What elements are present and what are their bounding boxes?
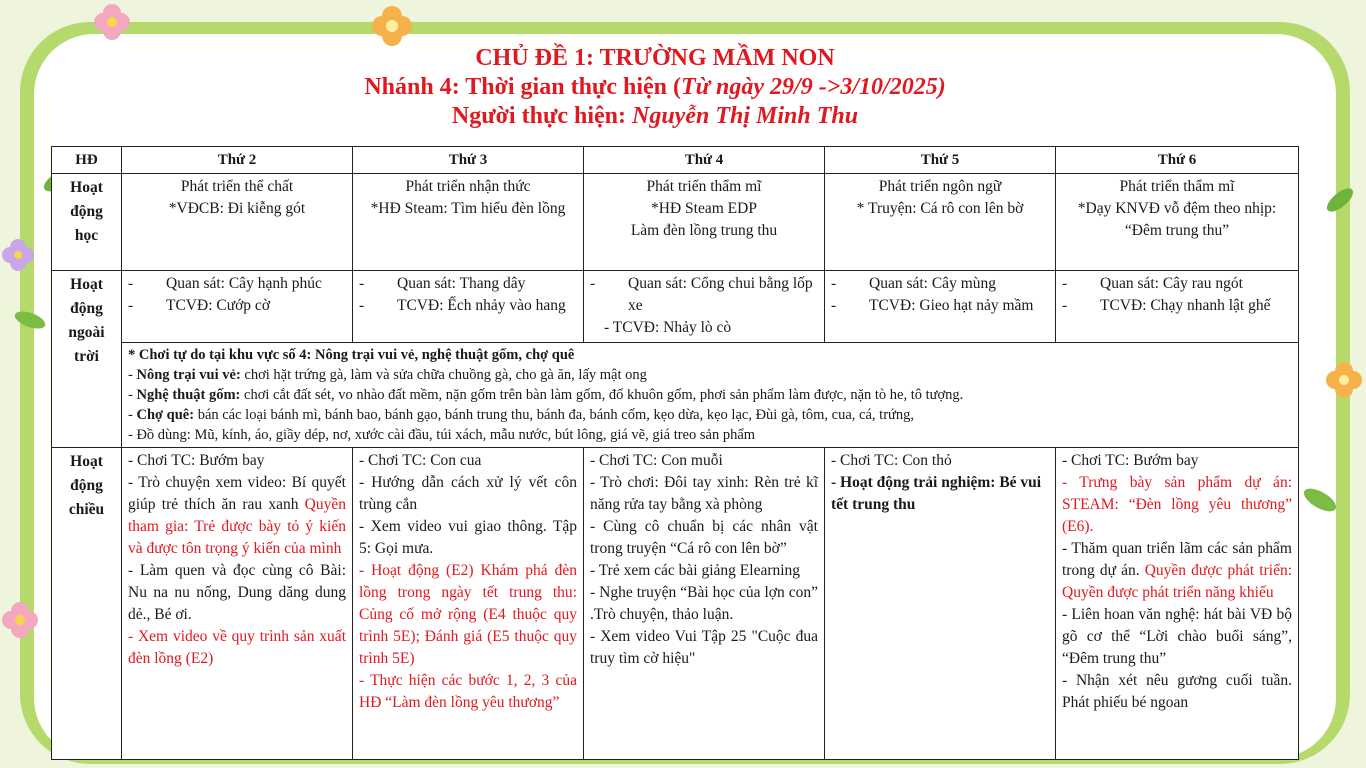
row-label: Hoạt động ngoài trời xyxy=(52,271,122,448)
row-label: Hoạt động chiều xyxy=(52,448,122,760)
column-header: Thứ 4 xyxy=(584,147,825,174)
table-cell: Phát triển nhận thức *HĐ Steam: Tìm hiểu đèn lồng xyxy=(353,174,584,271)
free-play-cell xyxy=(122,343,1299,448)
branch-title: Nhánh 4: Thời gian thực hiện (Từ ngày 29/9 ->3/10/2025) xyxy=(364,74,946,100)
table-cell: - Chơi TC: Bướm bay - Trò chuyện xem video: Bí quyết giúp trẻ thích ăn rau xanh Quyền tham gia: Trẻ được bày tỏ ý kiến và được tôn trọng ý kiến của mình - Làm quen và đọc cùng cô Bài: Nu na nu nống, Dung dăng dung dẻ., Bé ơi. - Xem video về quy trình sản xuất đèn lồng (E2) xyxy=(122,448,353,760)
table-row xyxy=(52,343,1299,448)
table-cell: - Quan sát: Cây mùng - TCVĐ: Gieo hạt nảy mầm xyxy=(825,271,1056,343)
table-cell: Phát triển ngôn ngữ * Truyện: Cá rô con lên bờ xyxy=(825,174,1056,271)
author-title: Người thực hiện: Nguyễn Thị Minh Thu xyxy=(451,103,859,129)
table-cell: - Chơi TC: Con muỗi - Trò chơi: Đôi tay xinh: Rèn trẻ kĩ năng rửa tay bằng xà phòng - Cùng cô chuẩn bị các nhân vật trong truyện “Cá rô con lên bờ” - Trẻ xem các bài giảng Elearning - Nghe truyện “Bài học của lợn con” .Trò chuyện, thảo luận. - Xem video Vui Tập 25 "Cuộc đua truy tìm cờ hiệu" xyxy=(584,448,825,760)
table-cell: - Chơi TC: Con cua - Hướng dẫn cách xử lý vết côn trùng cắn - Xem video vui giao thông. Tập 5: Gọi mưa. - Hoạt động (E2) Khám phá đèn lồng trong ngày tết trung thu: Củng cố mở rộng (E4 thuộc quy trình 5E); Đánh giá (E5 thuộc quy trình 5E) - Thực hiện các bước 1, 2, 3 của HĐ “Làm đèn lồng yêu thương” xyxy=(353,448,584,760)
table-row xyxy=(52,174,1299,271)
table-row xyxy=(52,271,1299,343)
column-header: Thứ 3 xyxy=(353,147,584,174)
table-cell: Phát triển thẩm mĩ *Dạy KNVĐ vỗ đệm theo nhịp: “Đêm trung thu” xyxy=(1056,174,1299,271)
row-label: Hoạt động học xyxy=(52,174,122,271)
table-cell: Phát triển thẩm mĩ *HĐ Steam EDP Làm đèn lồng trung thu xyxy=(584,174,825,271)
title-block xyxy=(0,44,1310,131)
column-header: Thứ 5 xyxy=(825,147,1056,174)
theme-title: CHỦ ĐỀ 1: TRƯỜNG MẦM NON xyxy=(475,45,835,71)
table-header-row xyxy=(52,147,1299,174)
table-cell: - Quan sát: Cây rau ngót - TCVĐ: Chạy nhanh lật ghế xyxy=(1056,271,1299,343)
free-play-item: - Chợ quê: bán các loại bánh mì, bánh bao, bánh gạo, bánh trung thu, bánh đa, bánh cốm, kẹo dừa, kẹo lạc, Đùi gà, tôm, cua, cá, trứng, xyxy=(128,407,915,423)
table-cell: - Chơi TC: Bướm bay - Trưng bày sản phẩm dự án: STEAM: “Đèn lồng yêu thương” (E6). - Thăm quan triển lãm các sản phẩm trong dự án. Quyền được phát triển: Quyền được phát triển năng khiếu - Liên hoan văn nghệ: hát bài VĐ bộ gõ cơ thể “Lời chào buổi sáng”, “Đêm trung thu” - Nhận xét nêu gương cuối tuần. Phát phiếu bé ngoan xyxy=(1056,448,1299,760)
table-cell: - Quan sát: Cổng chui bằng lốp xe - TCVĐ: Nhảy lò cò xyxy=(584,271,825,343)
table-row xyxy=(52,448,1299,760)
table-cell: - Quan sát: Thang dây - TCVĐ: Ếch nhảy vào hang xyxy=(353,271,584,343)
column-header: Thứ 6 xyxy=(1056,147,1299,174)
table-cell: Phát triển thể chất *VĐCB: Đi kiễng gót xyxy=(122,174,353,271)
free-play-item: - Đồ dùng: Mũ, kính, áo, giầy dép, nơ, xước cài đầu, túi xách, mẫu nước, bút lông, giá vẽ, giá treo sản phẩm xyxy=(128,427,756,443)
free-play-title: * Chơi tự do tại khu vực số 4: Nông trại vui vẻ, nghệ thuật gốm, chợ quê xyxy=(128,347,575,363)
column-header: Thứ 2 xyxy=(122,147,353,174)
table-cell: - Chơi TC: Con thỏ - Hoạt động trải nghiệm: Bé vui tết trung thu xyxy=(825,448,1056,760)
free-play-item: - Nông trại vui vẻ: chơi hặt trứng gà, làm và sửa chữa chuồng gà, cho gà ăn, lấy mật ong xyxy=(128,367,647,383)
column-header: HĐ xyxy=(52,147,122,174)
weekly-plan-table xyxy=(51,146,1299,760)
free-play-item: - Nghệ thuật gốm: chơi cắt đất sét, vo nhào đất mềm, nặn gốm trên bàn làm gốm, đổ khuôn gốm, phơi sản phẩm làm được, nặn tò he, tô tượng. xyxy=(128,387,964,403)
table-cell: - Quan sát: Cây hạnh phúc - TCVĐ: Cướp cờ xyxy=(122,271,353,343)
